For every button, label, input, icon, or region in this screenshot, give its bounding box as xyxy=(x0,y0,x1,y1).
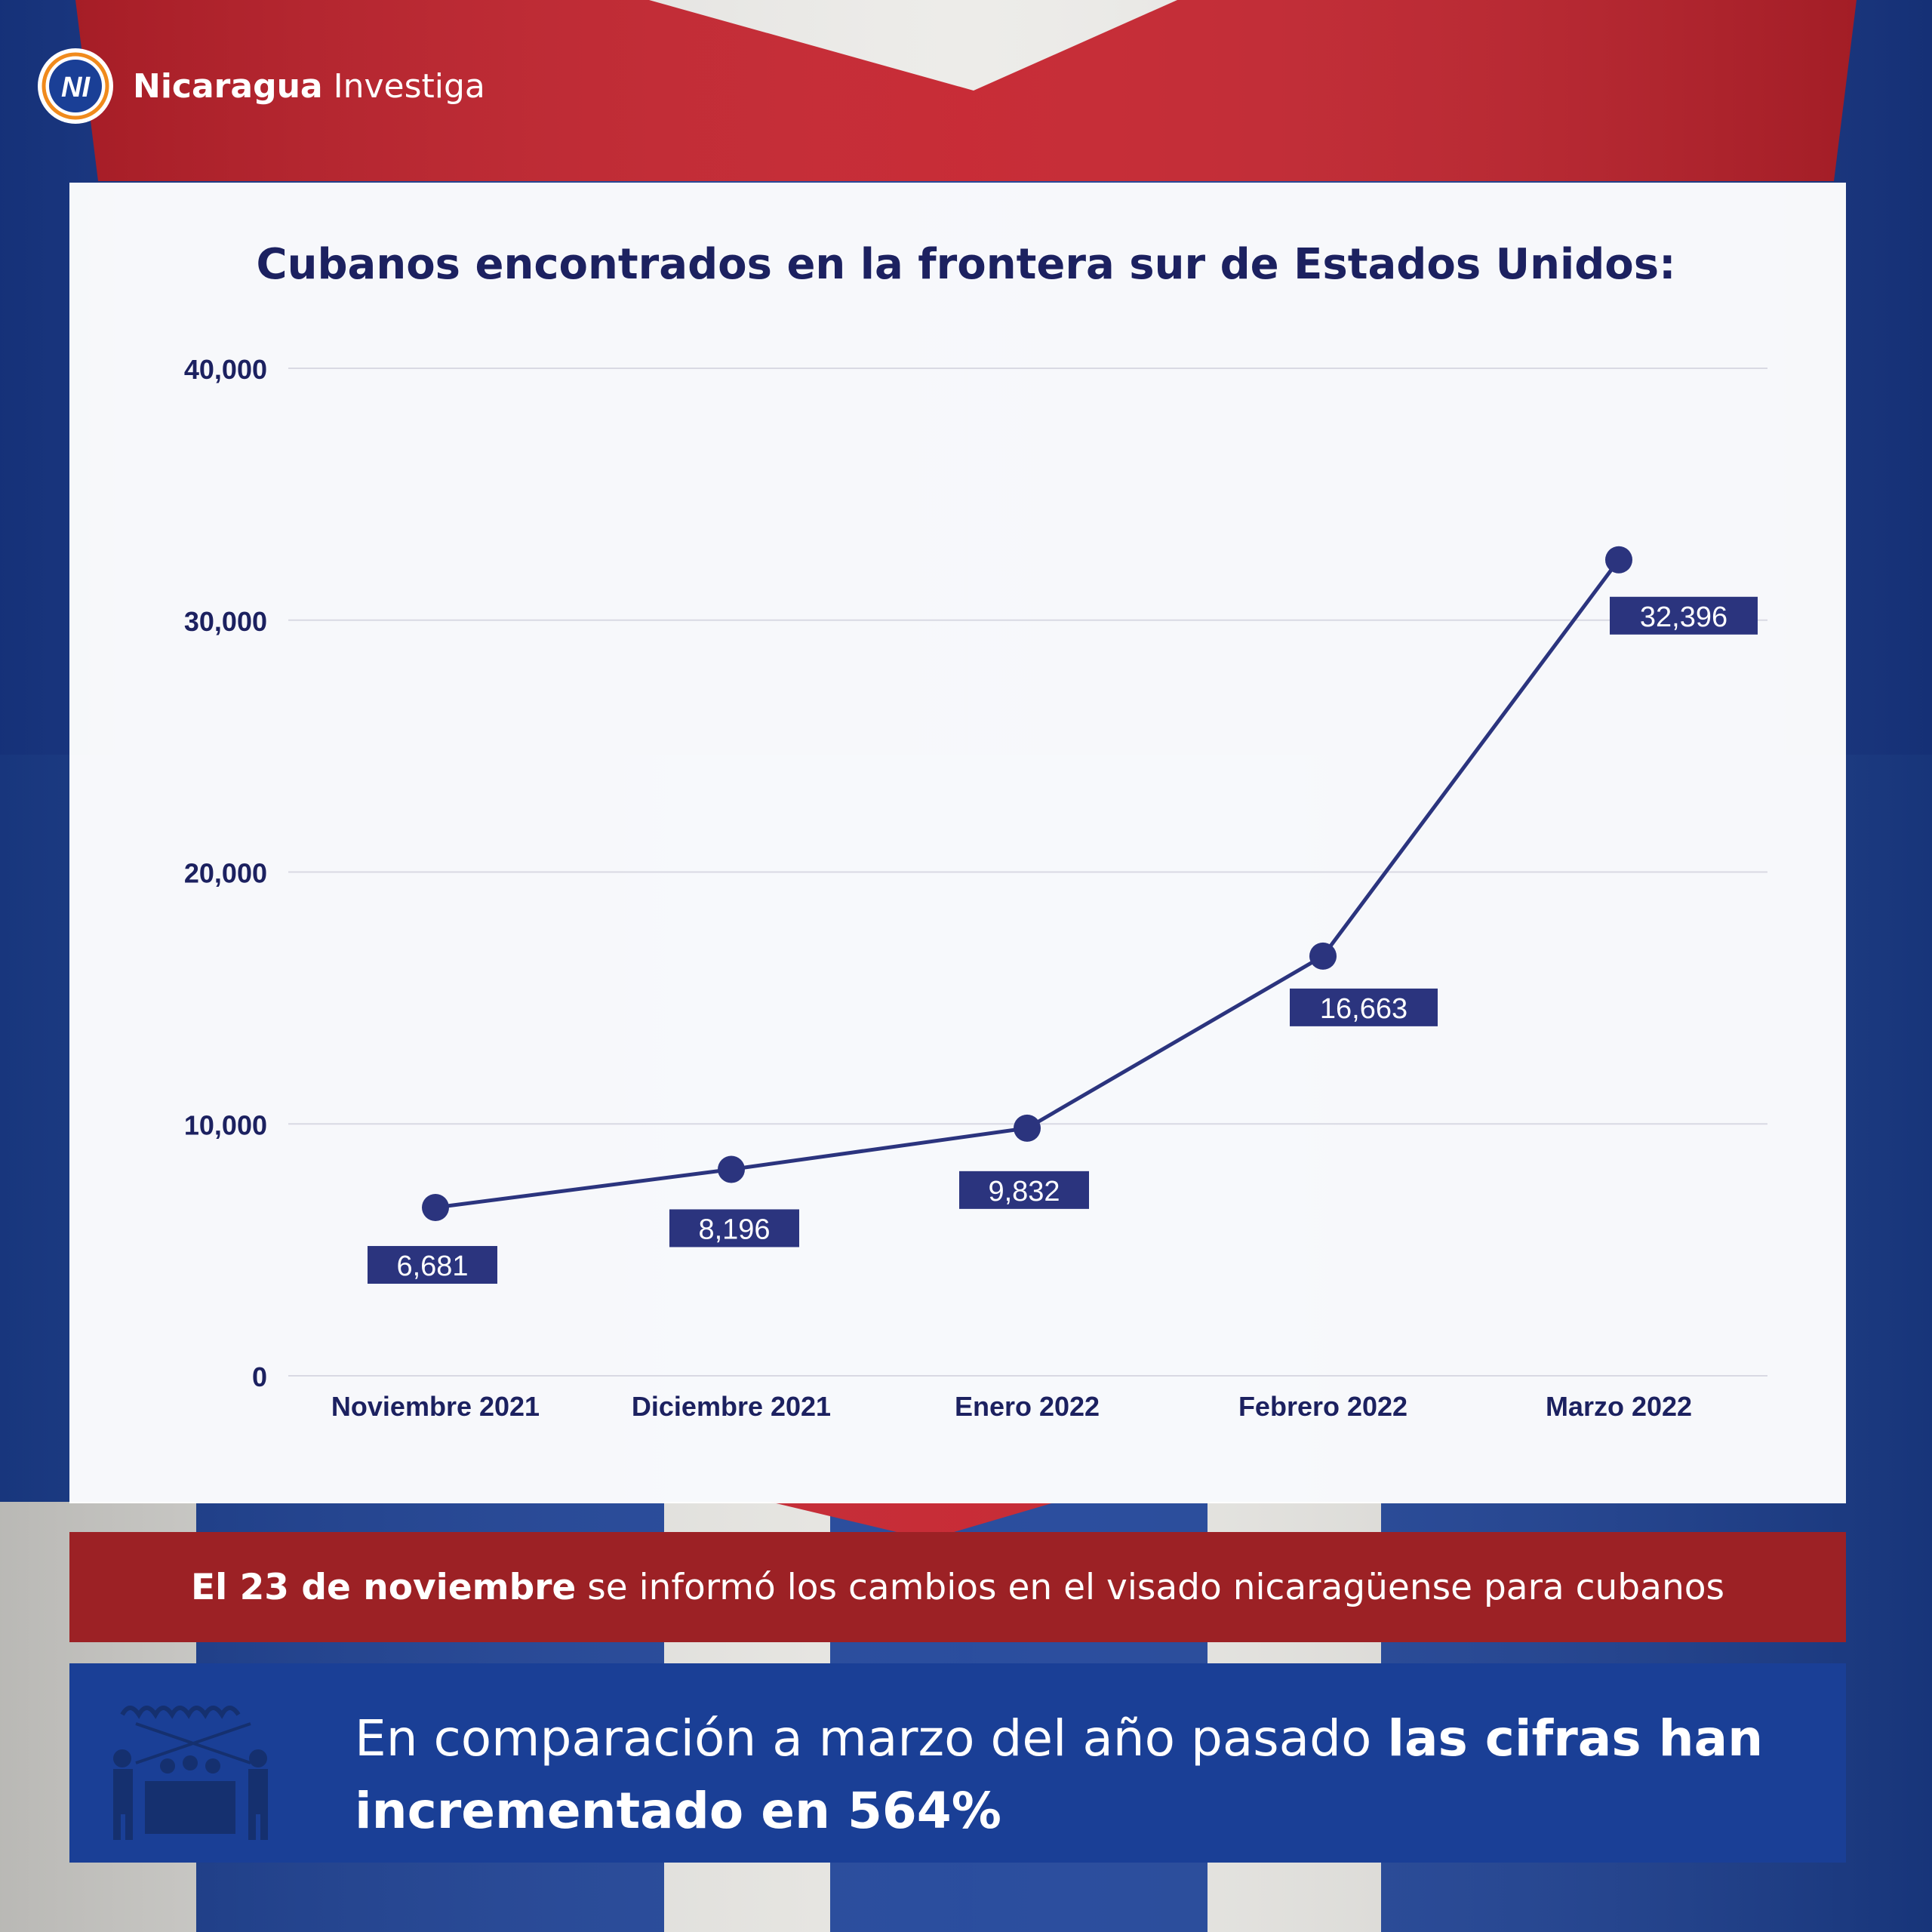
brand-name: Nicaragua Investiga xyxy=(133,66,485,106)
visa-change-banner xyxy=(69,1532,1846,1642)
x-tick-label: Marzo 2022 xyxy=(1545,1391,1693,1422)
y-tick-label: 10,000 xyxy=(183,1109,267,1141)
x-tick-label: Diciembre 2021 xyxy=(631,1391,832,1422)
ni-logo-icon xyxy=(36,47,115,125)
y-tick-label: 0 xyxy=(251,1361,267,1392)
banner-text: se informó los cambios en el visado nicaragüense para cubanos xyxy=(576,1566,1724,1608)
chart-panel xyxy=(69,183,1846,1503)
data-point xyxy=(422,1194,449,1221)
x-tick-label: Noviembre 2021 xyxy=(331,1391,540,1422)
series-line xyxy=(435,560,1619,1208)
line-chart xyxy=(69,183,1846,1503)
data-label: 6,681 xyxy=(396,1251,469,1283)
data-label: 8,196 xyxy=(698,1214,771,1246)
data-point xyxy=(718,1155,745,1183)
data-point xyxy=(1309,943,1337,970)
chart-title: Cubanos encontrados en la frontera sur de Estados Unidos: xyxy=(256,240,1676,289)
data-label: 9,832 xyxy=(988,1175,1060,1208)
y-tick-label: 30,000 xyxy=(183,605,267,637)
data-point xyxy=(1605,546,1632,574)
banner-date: El 23 de noviembre xyxy=(191,1566,577,1608)
comparison-text: En comparación a marzo del año pasado las cifras han incrementado en 564% xyxy=(355,1709,1764,1840)
x-tick-label: Febrero 2022 xyxy=(1238,1391,1408,1422)
svg-text:NI: NI xyxy=(61,72,90,103)
comparison-banner xyxy=(69,1663,1846,1863)
brand xyxy=(36,47,485,125)
border-soldiers-icon xyxy=(100,1690,281,1849)
data-label: 16,663 xyxy=(1319,992,1408,1025)
y-tick-label: 40,000 xyxy=(183,354,267,385)
x-tick-label: Enero 2022 xyxy=(954,1391,1100,1422)
data-label: 32,396 xyxy=(1639,601,1728,633)
y-tick-label: 20,000 xyxy=(183,857,267,889)
data-point xyxy=(1014,1115,1041,1142)
